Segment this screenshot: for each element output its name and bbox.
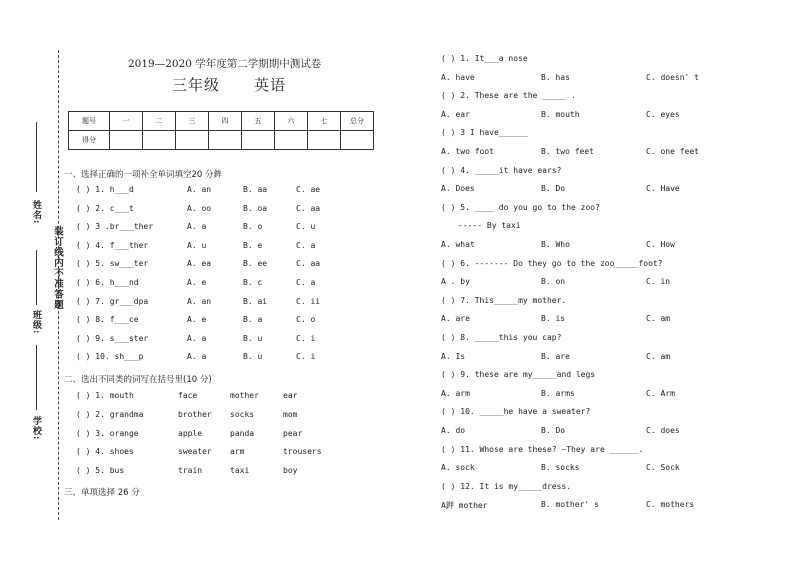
name-label: 姓名: — [31, 200, 41, 225]
option-a[interactable]: A. e — [187, 278, 207, 287]
option-c[interactable]: C. one feet — [646, 147, 699, 156]
table-cell: 一 — [110, 112, 143, 131]
option-b[interactable]: B. c — [243, 278, 263, 287]
score-input-cell[interactable] — [341, 131, 374, 150]
school-label: 学校: — [31, 416, 41, 441]
grade-label: 三年级 — [172, 76, 221, 94]
word-option: taxi — [230, 466, 250, 476]
question-text: ( ) 9. s___ster — [76, 333, 149, 343]
question-text: ( ) 10. _____he have a sweater? — [441, 407, 591, 417]
question-text: ( ) 3 I have______ — [441, 128, 528, 138]
option-a[interactable]: A. an — [187, 296, 212, 306]
option-b[interactable]: B. u — [243, 352, 263, 362]
option-c[interactable]: C. am — [646, 314, 671, 324]
word-option: mom — [283, 409, 298, 419]
option-b[interactable]: B. on — [541, 277, 566, 287]
option-a[interactable]: A. ea — [187, 259, 212, 269]
option-b[interactable]: B. has — [541, 72, 570, 82]
option-c[interactable]: C. eyes — [646, 109, 680, 119]
table-cell: 二 — [143, 112, 176, 131]
question-text: ( ) 3 .br___ther — [76, 222, 154, 232]
subject-label: 英语 — [254, 76, 287, 94]
option-a[interactable]: A. oo — [187, 203, 212, 213]
option-a[interactable]: A . by — [441, 277, 470, 287]
table-cell: 总分 — [341, 112, 374, 131]
word-option: pear — [283, 428, 303, 438]
option-c[interactable]: C. am — [646, 351, 671, 361]
word-option: brother — [178, 409, 212, 419]
table-cell: 七 — [308, 112, 341, 131]
section2-heading: 二、选出不同类的词写在括号里(10 分) — [64, 375, 212, 385]
question-subtext: ----- By taxi — [458, 221, 521, 231]
option-c[interactable]: C. aa — [296, 259, 321, 269]
option-a[interactable]: A. sock — [441, 463, 475, 473]
option-c[interactable]: C. does — [646, 426, 680, 435]
question-text: ( ) 8. _____this you cap? — [441, 333, 562, 342]
option-a[interactable]: A. have — [441, 72, 475, 82]
option-b[interactable]: B. Do — [541, 426, 566, 435]
question-text: ( ) 2. grandma — [76, 409, 144, 419]
table-cell: 三 — [176, 112, 209, 131]
score-input-cell[interactable] — [242, 131, 275, 150]
option-b[interactable]: B. are — [541, 351, 570, 361]
option-b[interactable]: B. Do — [541, 184, 566, 194]
question-text: ( ) 5. bus — [76, 466, 125, 476]
question-text: ( ) 1. mouth — [76, 391, 134, 400]
question-text: ( ) 9. these are my_____and legs — [441, 370, 596, 380]
option-c[interactable]: C. in — [646, 277, 671, 287]
question-text: ( ) 5. ____ do you go to the zoo? — [441, 202, 600, 212]
option-c[interactable]: C. Sock — [646, 463, 680, 473]
option-b[interactable]: B. is — [541, 314, 566, 324]
option-b[interactable]: B. ai — [243, 296, 268, 306]
option-c[interactable]: C. i — [296, 352, 316, 362]
option-b[interactable]: B. oa — [243, 203, 268, 213]
word-option: ear — [283, 391, 298, 400]
option-b[interactable]: B. mouth — [541, 109, 580, 119]
option-c[interactable]: C. ae — [296, 185, 321, 194]
word-option: socks — [230, 409, 255, 419]
school-blank-line — [36, 345, 37, 410]
word-option: mother — [230, 391, 259, 400]
question-text: ( ) 4. shoes — [76, 447, 134, 457]
option-a[interactable]: A. u — [187, 240, 207, 250]
question-text: ( ) 1. h___d — [76, 185, 134, 194]
option-a[interactable]: A. ear — [441, 109, 470, 119]
question-text: ( ) 2. c___t — [76, 203, 134, 213]
option-a[interactable]: A. two foot — [441, 147, 494, 156]
option-b[interactable]: B. socks — [541, 463, 580, 473]
option-b[interactable]: B. ee — [243, 259, 268, 269]
option-b[interactable]: B. Who — [541, 240, 570, 249]
option-a[interactable]: A. a — [187, 352, 207, 362]
option-b[interactable]: B. aa — [243, 185, 268, 194]
question-text: ( ) 7. gr___dpa — [76, 296, 149, 306]
score-input-cell[interactable] — [143, 131, 176, 150]
option-c[interactable]: C. i — [296, 333, 316, 343]
table-cell: 六 — [275, 112, 308, 131]
option-a[interactable]: A. e — [187, 315, 207, 325]
option-a[interactable]: A. an — [187, 185, 212, 194]
question-text: ( ) 4. f___ther — [76, 240, 149, 250]
binding-notice: 装订线内不准答题 — [52, 226, 63, 310]
option-b[interactable]: B. arms — [541, 388, 575, 398]
section3-heading: 三、单项选择 26 分 — [64, 488, 140, 498]
question-text: ( ) 7. This_____my mother. — [441, 295, 567, 305]
question-text: ( ) 4. _____it have ears? — [441, 165, 562, 175]
score-table-score-row — [69, 131, 374, 150]
word-option: panda — [230, 428, 255, 438]
option-c[interactable]: C. How — [646, 240, 675, 249]
option-a[interactable]: A. are — [441, 314, 470, 324]
option-a[interactable]: A. Does — [441, 184, 475, 194]
section1-heading: 一、选择正确的一项补全单词填空20 分鉾 — [64, 170, 223, 180]
option-b[interactable]: B. two feet — [541, 147, 594, 156]
word-option: sweater — [178, 447, 212, 457]
word-option: trousers — [283, 447, 322, 457]
class-blank-line — [36, 250, 37, 305]
word-option: apple — [178, 428, 203, 438]
option-b[interactable]: B. o — [243, 222, 263, 232]
option-c[interactable]: C. ii — [296, 296, 321, 306]
score-table — [68, 111, 374, 150]
question-text: ( ) 12. It is my_____dress. — [441, 481, 572, 491]
option-b[interactable]: B. mother' s — [541, 500, 599, 510]
question-text: ( ) 6. h___nd — [76, 278, 139, 287]
question-text: ( ) 5. sw___ter — [76, 259, 149, 269]
score-table-header-row — [69, 112, 374, 131]
question-text: ( ) 11. Whose are these? —They are ______. — [441, 444, 644, 454]
table-cell: 五 — [242, 112, 275, 131]
grade-subject-line — [172, 74, 320, 95]
option-a[interactable]: A. a — [187, 222, 207, 232]
score-input-cell[interactable] — [308, 131, 341, 150]
option-b[interactable]: B. u — [243, 333, 263, 343]
option-c[interactable]: C. o — [296, 315, 316, 325]
option-a[interactable]: A. what — [441, 240, 475, 249]
score-input-cell[interactable] — [275, 131, 308, 150]
option-c[interactable]: C. mothers — [646, 500, 695, 510]
word-option: train — [178, 466, 203, 476]
question-text: ( ) 1. It___a nose — [441, 54, 528, 63]
class-label: 班级: — [31, 310, 41, 335]
option-c[interactable]: C. Have — [646, 184, 680, 194]
option-c[interactable]: C. u — [296, 222, 316, 232]
word-option: arm — [230, 447, 245, 457]
score-input-cell[interactable] — [176, 131, 209, 150]
option-c[interactable]: C. a — [296, 240, 316, 250]
score-input-cell[interactable] — [209, 131, 242, 150]
question-text: ( ) 10. sh___p — [76, 352, 144, 362]
word-option: boy — [283, 466, 298, 476]
question-text: ( ) 6. ------- Do they go to the zoo_____foot? — [441, 258, 663, 268]
exam-title: 2019—2020 学年度第二学期期中测试卷 — [128, 58, 322, 70]
question-text: ( ) 3. orange — [76, 428, 139, 438]
table-cell: 题号 — [69, 112, 110, 131]
score-input-cell[interactable] — [110, 131, 143, 150]
table-cell: 四 — [209, 112, 242, 131]
option-b[interactable]: B. e — [243, 240, 263, 250]
option-c[interactable]: C. a — [296, 278, 316, 287]
option-c[interactable]: C. doesn' t — [646, 72, 699, 82]
word-option: face — [178, 391, 198, 400]
option-a[interactable]: A鉀 mother — [441, 501, 488, 511]
option-b[interactable]: B. a — [243, 315, 263, 325]
option-a[interactable]: A. arm — [441, 388, 470, 398]
table-cell: 得分 — [69, 131, 110, 150]
option-a[interactable]: A. a — [187, 333, 207, 343]
name-blank-line — [36, 122, 37, 192]
question-text: ( ) 8. f___ce — [76, 315, 139, 325]
option-c[interactable]: C. Arm — [646, 388, 675, 398]
option-a[interactable]: A. do — [441, 426, 466, 435]
question-text: ( ) 2. These are the _____ . — [441, 91, 576, 101]
option-c[interactable]: C. aa — [296, 203, 321, 213]
option-a[interactable]: A. Is — [441, 351, 466, 361]
